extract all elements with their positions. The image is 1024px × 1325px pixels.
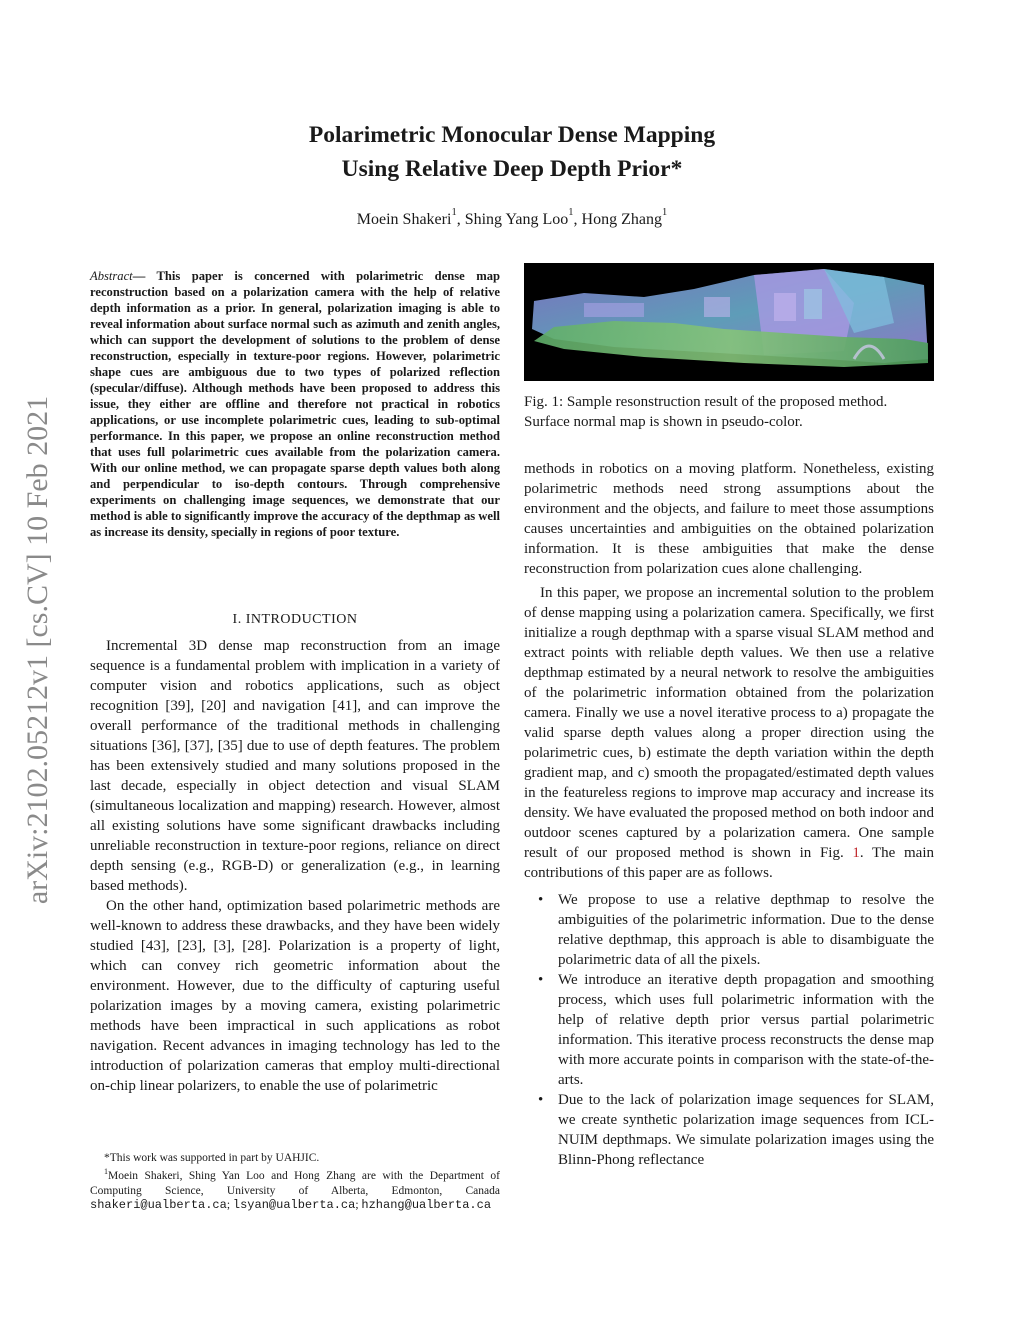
affiliation-mark: 1 xyxy=(451,207,457,218)
title-line-2: Using Relative Deep Depth Prior* xyxy=(341,156,683,182)
paragraph: methods in robotics on a moving platform. Nonetheless, existing polarimetric methods need strong assumptions about the environment and the objects, and failure to meet those assumptions causes uncertainties and ambiguities on the obtained polarization information. It is these ambiguities that make the dense reconstruction from polarization cues alone challenging. xyxy=(524,461,934,577)
paragraph-text: . The main contributions of this paper are as follows. xyxy=(524,845,934,881)
footnote-affiliation xyxy=(90,1165,500,1212)
affiliation-text: Moein Shakeri, Shing Yan Loo and Hong Zhang are with the Department of Computing Science, University of Alberta, Edmonton, Canada xyxy=(90,1170,500,1197)
footnotes xyxy=(90,1151,500,1212)
author-separator: , xyxy=(573,211,582,228)
footnote-mark: 1 xyxy=(104,1167,108,1177)
list-item xyxy=(524,1090,934,1170)
affiliation-mark: 1 xyxy=(568,207,574,218)
arxiv-identifier: arXiv:2102.05212v1 [cs.CV] 10 Feb 2021 xyxy=(21,395,54,905)
list-item xyxy=(524,890,934,970)
author-separator: , xyxy=(456,211,465,228)
email-link[interactable]: hzhang@ualberta.ca xyxy=(361,1198,492,1213)
paper-title xyxy=(0,118,1024,186)
title-line-1: Polarimetric Monocular Dense Mapping xyxy=(308,122,716,148)
abstract xyxy=(90,268,500,540)
right-column-body xyxy=(524,459,934,1170)
section-heading-introduction: I. INTRODUCTION xyxy=(232,612,358,627)
pointcloud-render xyxy=(524,263,934,381)
abstract-text: This paper is concerned with polarimetric dense map reconstruction based on a polarization camera with the help of relative depth information as a prior. In general, polarization imaging is able to reveal information about surface normal such as azimuth and zenith angles, which can support the development of solutions to the problem of dense reconstruction, especially in texture-poor regions. However, polarimetric shape cues are ambiguous due to two types of polarized reflection (specular/diffuse). Although methods have been proposed to address this issue, they either are offline and therefore not practical in robotics applications, or use incomplete polarimetric cues, leading to sub-optimal performance. In this paper, we propose an online reconstruction method that uses full polarimetric cues available from the polarization camera. With our online method, we can propagate sparse depth values both along and perpendicular to iso-depth contours. Through comprehensive experiments on challenging image sequences, we demonstrate that our method is able to significantly improve the accuracy of the depthmap as well as increase its density, specially in regions of poor texture. xyxy=(90,269,500,539)
bullet-icon: • xyxy=(538,1092,544,1108)
list-item-text: We propose to use a relative depthmap to resolve the ambiguities of the polarimetric information. Due to the dense relative depthmap, this approach is able to disambiguate the polarimetric data of all the pixels. xyxy=(558,892,934,968)
separator: ; xyxy=(355,1199,362,1212)
abstract-label: Abstract xyxy=(90,269,133,283)
figure-reconstruction-image xyxy=(524,263,934,381)
contributions-list xyxy=(524,890,934,1170)
email-link[interactable]: shakeri@ualberta.ca xyxy=(90,1198,227,1213)
paragraph xyxy=(524,583,934,883)
author-list xyxy=(0,207,1024,229)
author-name: Shing Yang Loo xyxy=(464,211,569,228)
paragraph: On the other hand, optimization based polarimetric methods are well-known to address these drawbacks, and they have been widely studied [43], [23], [3], [28]. Polarization is a property of light, which can convey rich geometric information about the environment. However, due to the difficulty of capturing useful polarization images by a moving camera, existing polarimetric methods have been impractical in such applications as robot navigation. Recent advances in imaging technology has led to the introduction of polarization cameras that employ multi-directional on-chip linear polarizers, to enable the use of polarimetric xyxy=(90,898,500,1094)
separator: ; xyxy=(226,1199,233,1212)
list-item-text: We introduce an iterative depth propagation and smoothing process, which uses full polarimetric information with the help of relative depth prior versus partial polarimetric information. This iterative process reconstructs the dense map with more accurate points in comparison with the state-of-the-arts. xyxy=(558,972,934,1088)
introduction-body xyxy=(90,636,500,1096)
footnote-funding: *This work was supported in part by UAHJIC. xyxy=(104,1152,320,1164)
paragraph-text: In this paper, we propose an incremental solution to the problem of dense mapping using a polarization camera. Specifically, we first initialize a rough depthmap with a sparse visual SLAM method and extract points with reliable depth values. We then use a relative depthmap estimated by a neural network to resolve the ambiguities of the polarimetric information obtained from the polarization camera. Finally we use a novel iterative process to a) propagate the valid sparse depth values along a proper direction using the polarimetric cues, b) estimate the depth variation within the depth gradient map, and c) smooth the propagated/estimated depth values in the featureless regions to improve map accuracy and increase its density. We have evaluated the proposed method on both indoor and outdoor scenes captured by a polarization camera. One sample result of our proposed method is shown in Fig. xyxy=(524,585,934,861)
paragraph: Incremental 3D dense map reconstruction from an image sequence is a fundamental problem with implication in a variety of computer vision and robotics applications, such as object recognition [39], [20] and navigation [41], and can improve the overall performance of the traditional methods in challenging situations [36], [37], [35] due to use of depth features. The problem has been extensively studied and many solutions proposed in the last decade, especially in object detection and visual SLAM (simultaneous localization and mapping) research. However, almost all existing solutions have some significant drawbacks including unreliable reconstruction in texture-poor regions, reliance on direct depth sensing (e.g., RGB-D) or generalization (e.g., in learning based methods). xyxy=(90,638,500,894)
bullet-icon: • xyxy=(538,892,544,908)
list-item-text: Due to the lack of polarization image sequences for SLAM, we create synthetic polarization image sequences from ICL-NUIM depthmaps. We simulate polarization images using the Blinn-Phong reflectance xyxy=(558,1092,934,1168)
list-item xyxy=(524,970,934,1090)
figure-caption: Fig. 1: Sample resonstruction result of the proposed method. Surface normal map is shown in pseudo-color. xyxy=(524,394,888,430)
affiliation-mark: 1 xyxy=(661,207,668,218)
abstract-dash: — xyxy=(132,269,157,283)
email-link[interactable]: lsyan@ualberta.ca xyxy=(232,1198,356,1213)
author-name: Hong Zhang xyxy=(581,211,662,228)
author-name: Moein Shakeri xyxy=(356,211,452,228)
figure-reference-link[interactable]: 1 xyxy=(852,845,860,861)
bullet-icon: • xyxy=(538,972,544,988)
